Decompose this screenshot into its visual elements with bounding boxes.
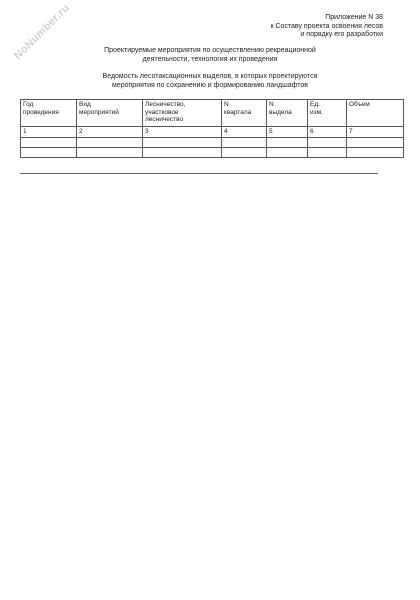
table-cell <box>308 147 347 157</box>
column-number: 3 <box>143 127 222 138</box>
title-line: Проектируемые мероприятия по осуществлению рекреационной <box>104 47 316 54</box>
table-row <box>21 147 404 157</box>
title-line: деятельности, технология их проведения <box>142 55 278 63</box>
column-number-row <box>21 127 404 138</box>
appendix-line: к Составу проекта освоения лесов <box>270 22 383 30</box>
column-number: 5 <box>267 127 308 138</box>
column-header-activity: Вид мероприятий <box>77 100 143 127</box>
column-header-section: N выдела <box>267 100 308 127</box>
appendix-line: Приложение N 38 <box>325 14 383 21</box>
title-line: мероприятия по сохранению и формированию ландшафтов <box>112 81 308 89</box>
watermark: NoNumber.ru <box>11 1 73 63</box>
table-cell <box>143 147 222 157</box>
table-cell <box>347 147 404 157</box>
table-title <box>0 73 420 90</box>
column-number: 7 <box>347 127 404 138</box>
table-cell <box>222 137 267 147</box>
table-row <box>21 137 404 147</box>
column-header-unit: Ед. изм. <box>308 100 347 127</box>
table-cell <box>267 147 308 157</box>
appendix-note <box>270 14 383 40</box>
column-header-forestry: Лесничество, участковое лесничество <box>143 100 222 127</box>
table-cell <box>21 137 77 147</box>
table-cell <box>77 147 143 157</box>
table-cell <box>143 137 222 147</box>
footnote-divider <box>20 173 378 174</box>
column-header-volume: Объем <box>347 100 404 127</box>
column-number: 2 <box>77 127 143 138</box>
table-header-row <box>21 100 404 127</box>
document-title <box>0 47 420 64</box>
data-table <box>20 99 404 158</box>
column-header-year: Год проведения <box>21 100 77 127</box>
column-number: 1 <box>21 127 77 138</box>
table-cell <box>308 137 347 147</box>
table-cell <box>77 137 143 147</box>
table-cell <box>347 137 404 147</box>
column-number: 4 <box>222 127 267 138</box>
table-cell <box>222 147 267 157</box>
title-line: Ведомость лесотаксационных выделов, в которых проектируются <box>102 73 318 80</box>
table-cell <box>21 147 77 157</box>
appendix-line: и порядку его разработки <box>300 31 383 38</box>
column-header-quarter: N квартала <box>222 100 267 127</box>
table-cell <box>267 137 308 147</box>
column-number: 6 <box>308 127 347 138</box>
